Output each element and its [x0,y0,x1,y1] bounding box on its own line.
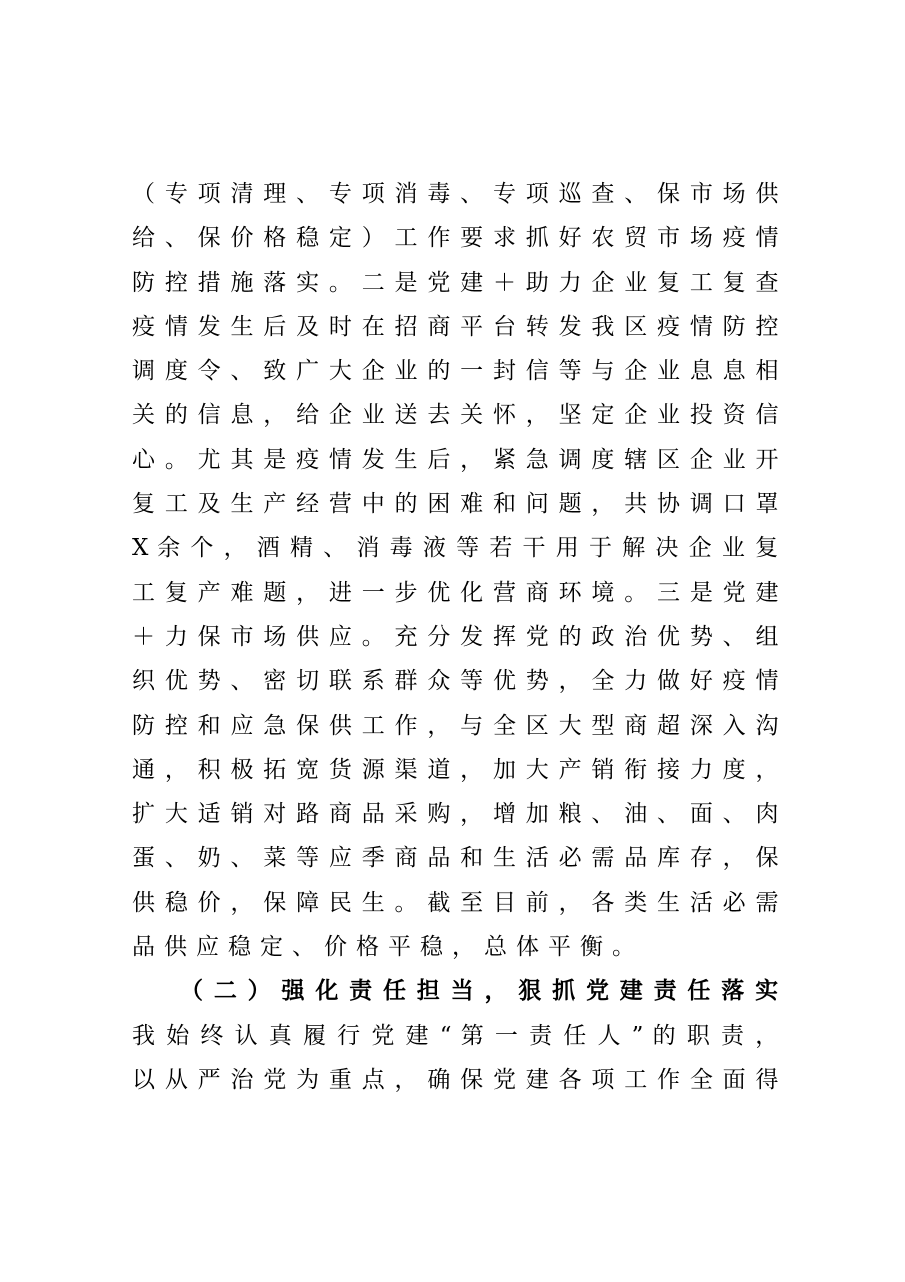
text-line: 扩 大 适 销 对 路 商 品 采 购 ， 增 加 粮 、 油 、 面 、 肉 [132,801,778,828]
text-line: 给 、 保 价 格 稳 定 ） 工 作 要 求 抓 好 农 贸 市 场 疫 情 [132,225,778,252]
text-line: 织 优 势 、 密 切 联 系 群 众 等 优 势 ， 全 力 做 好 疫 情 [132,668,778,695]
text-line: 防 控 和 应 急 保 供 工 作 ， 与 全 区 大 型 商 超 深 入 沟 [132,712,778,739]
text-line: 工 复 产 难 题 ， 进 一 步 优 化 营 商 环 境 。 三 是 党 建 [132,579,778,606]
text-line: （ 专 项 清 理 、 专 项 消 毒 、 专 项 巡 查 、 保 市 场 供 [132,181,778,207]
text-line: 调 度 令 、 致 广 大 企 业 的 一 封 信 等 与 企 业 息 息 相 [132,358,778,385]
text-line: X 余 个 ， 酒 精 、 消 毒 液 等 若 干 用 于 解 决 企 业 复 [132,535,778,562]
text-line: 通 ， 积 极 拓 宽 货 源 渠 道 ， 加 大 产 销 衔 接 力 度 ， [132,756,778,783]
text-line: 供 稳 价 ， 保 障 民 生 。 截 至 目 前 ， 各 类 生 活 必 需 [132,889,778,916]
body-text [132,172,778,1102]
text-line: 心 。 尤 其 是 疫 情 发 生 后 ， 紧 急 调 度 辖 区 企 业 开 [132,446,778,473]
text-line: 我 始 终 认 真 履 行 党 建 “ 第 一 责 任 人 ” 的 职 责 ， [132,1022,778,1049]
section-heading: （ 二 ） 强 化 责 任 担 当 ， 狠 抓 党 建 责 任 落 实 [180,977,778,1005]
text-line: 防 控 措 施 落 实 。 二 是 党 建 ＋ 助 力 企 业 复 工 复 查 [132,269,778,296]
text-line: 关 的 信 息 ， 给 企 业 送 去 关 怀 ， 坚 定 企 业 投 资 信 [132,402,778,429]
text-line: 以 从 严 治 党 为 重 点 ， 确 保 党 建 各 项 工 作 全 面 得 [132,1066,778,1093]
text-line: 疫 情 发 生 后 及 时 在 招 商 平 台 转 发 我 区 疫 情 防 控 [132,313,778,340]
paragraph-end-line: 品供应稳定、价格平稳，总体平衡。 [132,934,644,961]
text-line: 复 工 及 生 产 经 营 中 的 困 难 和 问 题 ， 共 协 调 口 罩 [132,491,778,518]
text-line: ＋ 力 保 市 场 供 应 。 充 分 发 挥 党 的 政 治 优 势 、 组 [132,623,778,650]
text-line: 蛋 、 奶 、 菜 等 应 季 商 品 和 生 活 必 需 品 库 存 ， 保 [132,845,778,872]
